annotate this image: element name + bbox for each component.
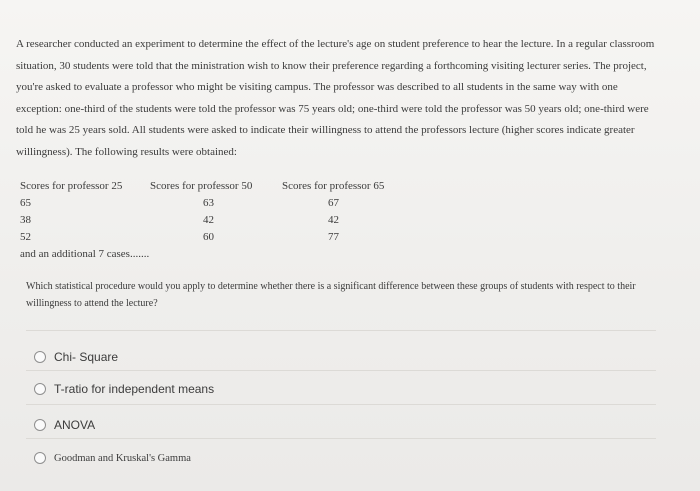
option-t-ratio[interactable] (34, 382, 214, 396)
score-cell: 42 (328, 214, 339, 226)
score-cell: 42 (203, 214, 214, 226)
score-cell: 67 (328, 197, 339, 209)
scores-header-row (20, 180, 440, 197)
score-cell: 63 (203, 197, 214, 209)
header-professor-50: Scores for professor 50 (150, 180, 253, 192)
radio-button[interactable] (34, 452, 46, 464)
option-label: ANOVA (54, 418, 96, 432)
scores-row (20, 197, 440, 214)
score-cell: 38 (20, 214, 31, 226)
additional-cases-note: and an additional 7 cases....... (20, 248, 150, 260)
score-cell: 77 (328, 231, 339, 243)
scores-table (20, 180, 440, 265)
score-cell: 60 (203, 231, 214, 243)
divider (26, 404, 656, 405)
radio-button[interactable] (34, 383, 46, 395)
option-label: Goodman and Kruskal's Gamma (54, 452, 191, 464)
radio-button[interactable] (34, 351, 46, 363)
scores-note-row (20, 248, 440, 265)
header-professor-25: Scores for professor 25 (20, 180, 123, 192)
question-text: A researcher conducted an experiment to determine the effect of the lecture's age on student preference to hear the lecture. In a regular classroom situation, 30 students were told that the ministration wish to know their preference regarding a forthcoming visiting lecturer series. The project, you're asked to evaluate a professor who might be visiting campus. The professor was described to all students in the same way with one exception: one-third of the students were told the professor was 75 years old; one-third were told the professor was 50 years old; one-third were told he was 25 years sold. All students were asked to indicate their willingness to attend the professors lecture (higher scores indicate greater willingness). The following results were obtained: (16, 38, 655, 158)
divider (26, 370, 656, 371)
option-label: T-ratio for independent means (54, 382, 215, 396)
scores-row (20, 214, 440, 231)
score-cell: 65 (20, 197, 31, 209)
divider (26, 438, 656, 439)
question-prompt: Which statistical procedure would you apply to determine whether there is a significant difference between these groups of students with respect to their willingness to attend the lecture? (26, 281, 636, 309)
divider (26, 330, 656, 331)
scores-row (20, 231, 440, 248)
option-chi-square[interactable] (34, 350, 118, 364)
option-anova[interactable] (34, 418, 95, 432)
option-label: Chi- Square (54, 350, 119, 364)
score-cell: 52 (20, 231, 31, 243)
radio-button[interactable] (34, 419, 46, 431)
option-goodman-kruskal-gamma[interactable] (34, 452, 191, 464)
header-professor-65: Scores for professor 65 (282, 180, 385, 192)
